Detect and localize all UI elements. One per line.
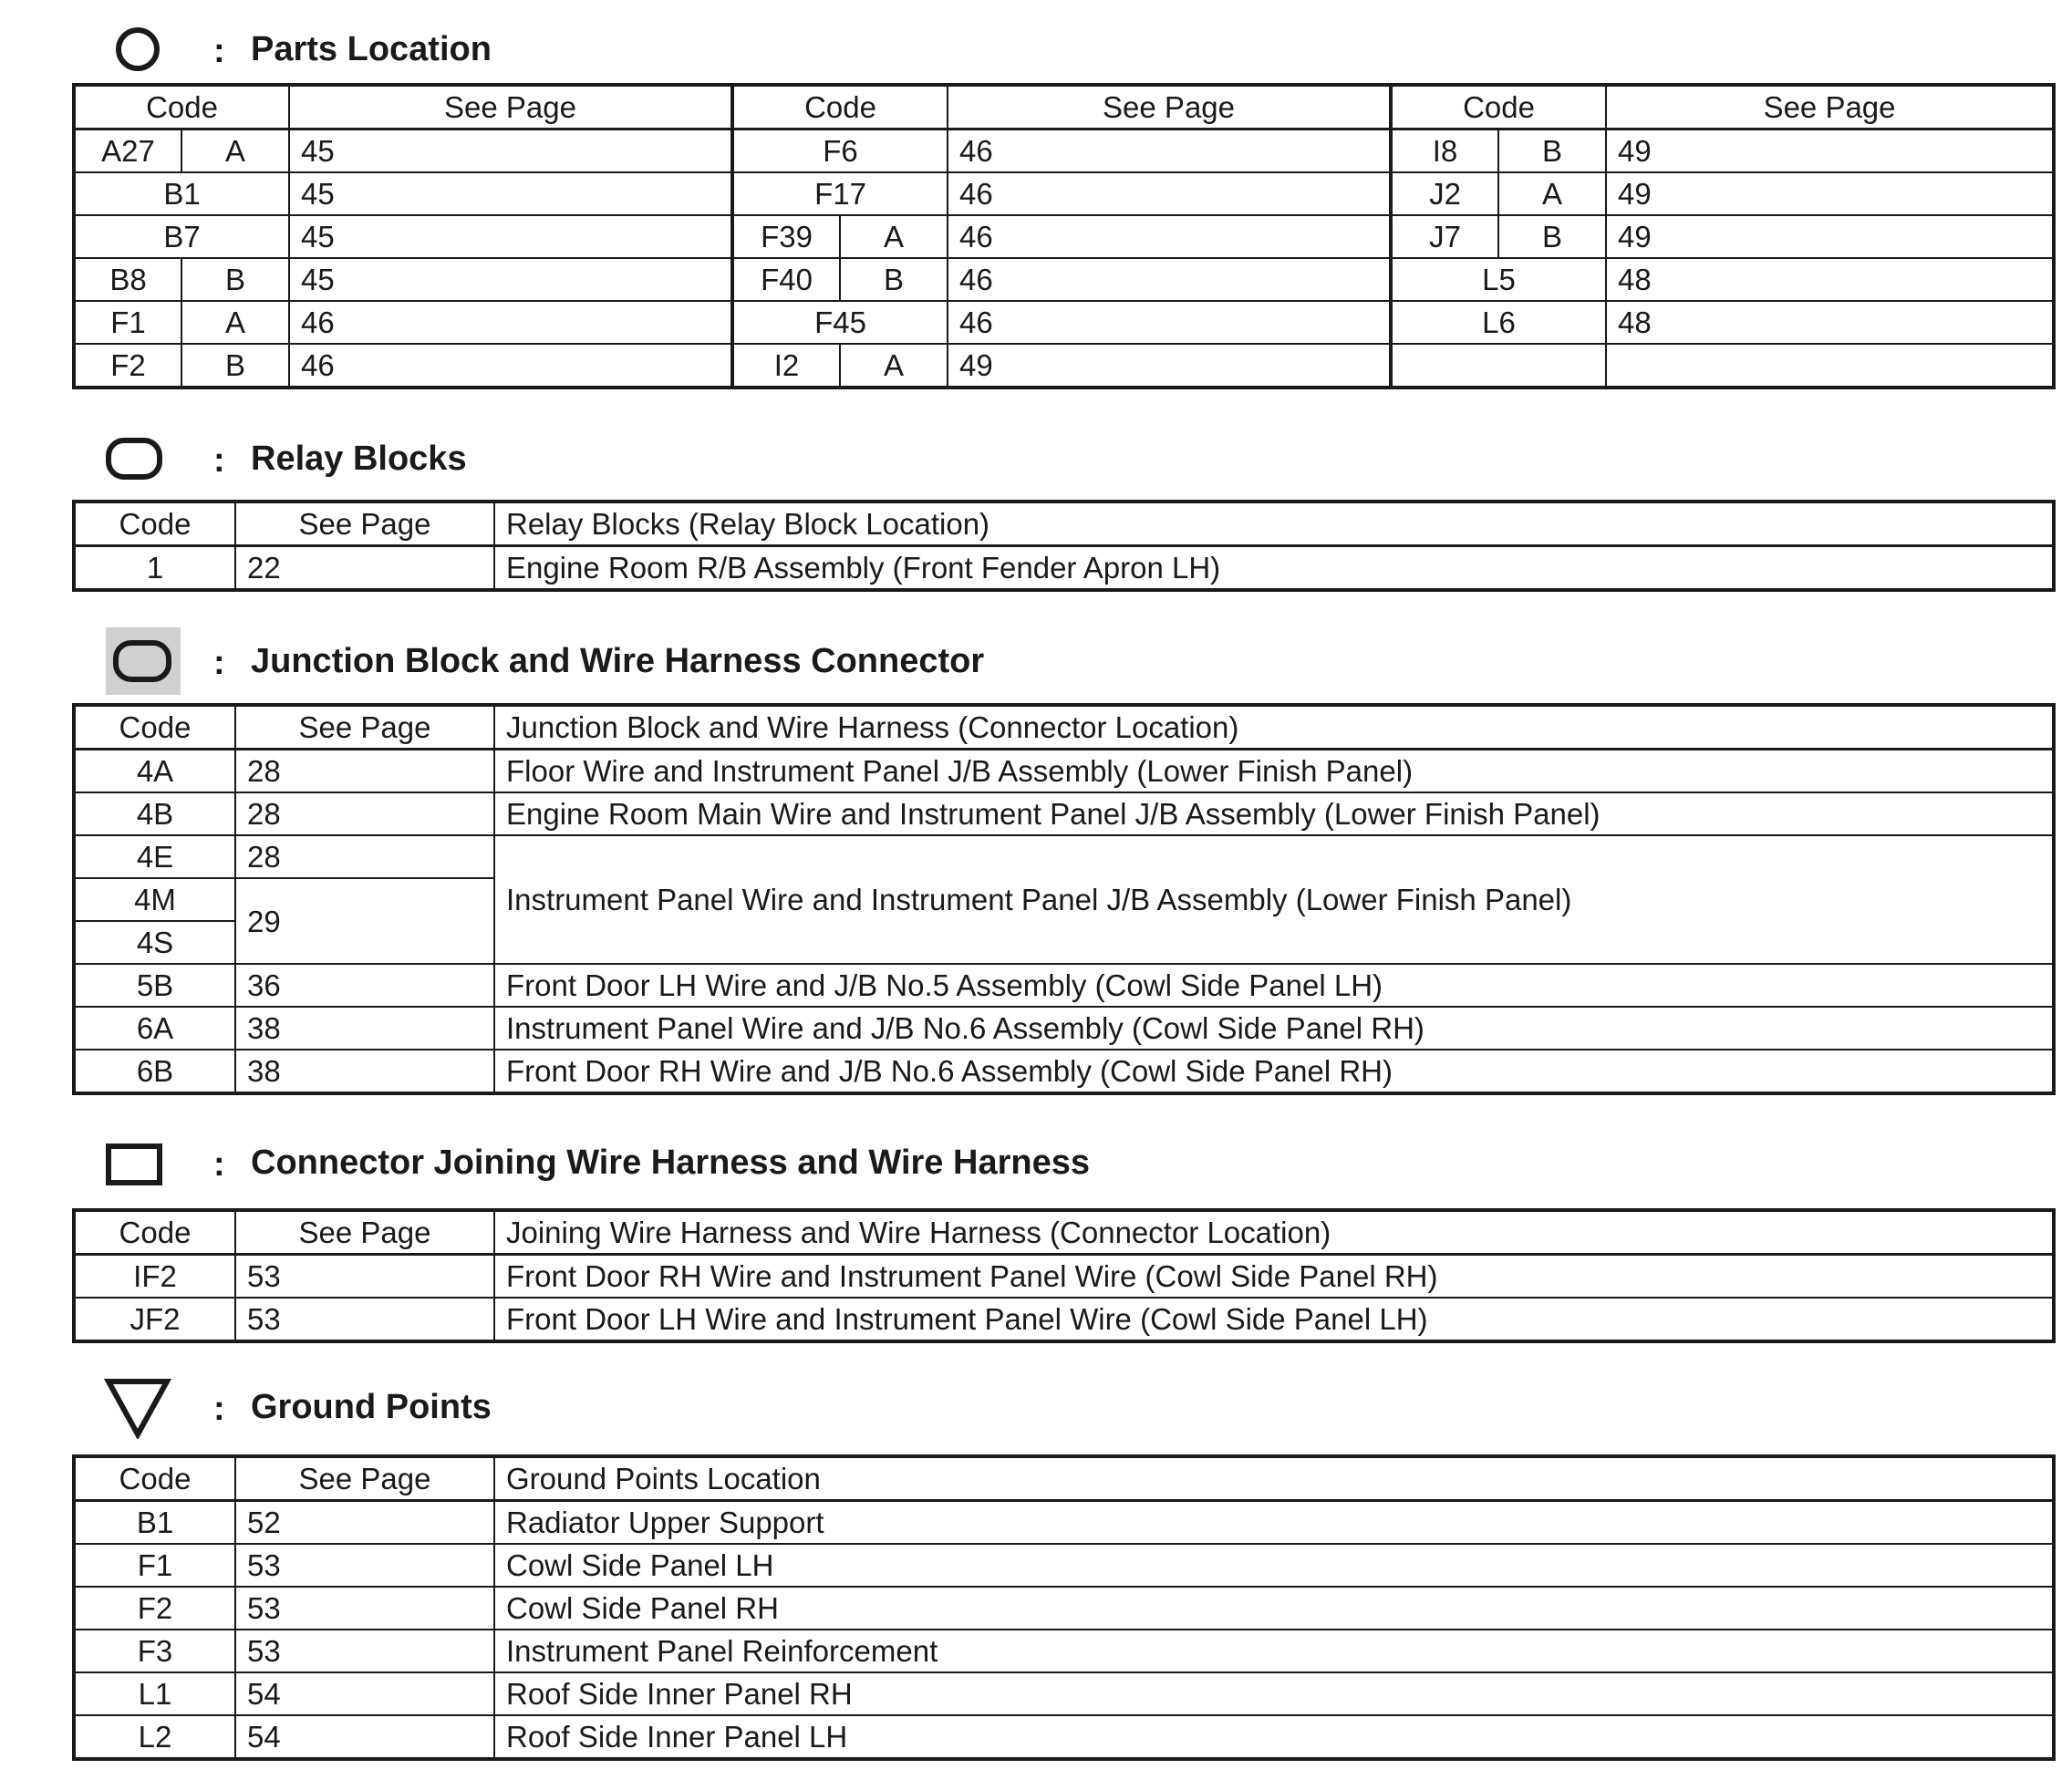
sub-code-cell: A <box>1498 172 1606 215</box>
code-cell: B7 <box>74 215 289 258</box>
description-cell: Engine Room Main Wire and Instrument Panel J/B Assembly (Lower Finish Panel) <box>494 792 2054 835</box>
page-cell: 54 <box>235 1672 494 1715</box>
sub-code-cell: B <box>1498 215 1606 258</box>
page-cell: 45 <box>289 129 732 173</box>
description-cell: Floor Wire and Instrument Panel J/B Assembly (Lower Finish Panel) <box>494 750 2054 793</box>
description-cell: Front Door LH Wire and J/B No.5 Assembly (Cowl Side Panel LH) <box>494 964 2054 1007</box>
description-cell: Front Door LH Wire and Instrument Panel Wire (Cowl Side Panel LH) <box>494 1298 2054 1341</box>
table-row <box>74 1298 2054 1341</box>
section-title: Ground Points <box>251 1388 492 1426</box>
column-header-code: Code <box>74 1456 235 1501</box>
table-row <box>74 1007 2054 1050</box>
page-cell: 36 <box>235 964 494 1007</box>
parts-location-header <box>0 18 2072 91</box>
section-title: Junction Block and Wire Harness Connector <box>251 642 985 680</box>
column-header-code: Code <box>74 705 235 750</box>
triangle-symbol-icon <box>104 1377 171 1439</box>
page-cell: 52 <box>235 1501 494 1545</box>
page-cell: 22 <box>235 546 494 591</box>
code-cell: 1 <box>74 546 235 591</box>
page-cell: 46 <box>948 129 1391 173</box>
code-cell: 4A <box>74 750 235 793</box>
code-cell: JF2 <box>74 1298 235 1341</box>
code-cell: F1 <box>74 1544 235 1587</box>
page-cell: 28 <box>235 835 494 878</box>
table-row <box>74 129 2054 173</box>
table-row <box>74 1587 2054 1630</box>
code-cell: F1 <box>74 301 181 344</box>
code-cell: F45 <box>732 301 948 344</box>
ground-points-table <box>72 1454 2056 1761</box>
table-row <box>74 964 2054 1007</box>
page-cell: 45 <box>289 215 732 258</box>
page-cell: 38 <box>235 1050 494 1093</box>
table-row <box>74 301 2054 344</box>
column-header-code: Code <box>1391 85 1606 129</box>
page-cell: 45 <box>289 258 732 301</box>
section-title: Parts Location <box>251 30 492 68</box>
column-header-see-page: See Page <box>235 705 494 750</box>
sub-code-cell: A <box>181 129 289 173</box>
table-header-row <box>74 705 2054 750</box>
rounded-rectangle-symbol-icon <box>106 438 162 480</box>
table-row <box>74 546 2054 591</box>
column-header-see-page: See Page <box>1606 85 2054 129</box>
page-cell: 29 <box>235 878 494 964</box>
table-row <box>74 1501 2054 1545</box>
code-cell: 4B <box>74 792 235 835</box>
table-row <box>74 835 2054 878</box>
page-cell: 46 <box>948 172 1391 215</box>
page-cell: 53 <box>235 1255 494 1299</box>
code-cell: 6A <box>74 1007 235 1050</box>
sub-code-cell: B <box>181 258 289 301</box>
description-cell: Radiator Upper Support <box>494 1501 2054 1545</box>
section-colon: : <box>213 1390 225 1428</box>
table-header-row <box>74 85 2054 129</box>
page-cell: 45 <box>289 172 732 215</box>
page-cell: 28 <box>235 792 494 835</box>
relay-blocks-header <box>0 427 2072 500</box>
description-cell: Cowl Side Panel RH <box>494 1587 2054 1630</box>
table-row <box>74 172 2054 215</box>
table-row <box>74 215 2054 258</box>
page-cell <box>1606 344 2054 388</box>
code-cell: B8 <box>74 258 181 301</box>
page-cell: 54 <box>235 1715 494 1759</box>
column-header-description: Junction Block and Wire Harness (Connector Location) <box>494 705 2054 750</box>
description-cell: Front Door RH Wire and Instrument Panel Wire (Cowl Side Panel RH) <box>494 1255 2054 1299</box>
column-header-description: Relay Blocks (Relay Block Location) <box>494 502 2054 546</box>
sub-code-cell: A <box>840 344 948 388</box>
column-header-code: Code <box>74 85 289 129</box>
code-cell: F2 <box>74 344 181 388</box>
junction-block-header <box>0 627 2072 700</box>
code-cell: L1 <box>74 1672 235 1715</box>
column-header-description: Joining Wire Harness and Wire Harness (Connector Location) <box>494 1210 2054 1255</box>
description-cell: Front Door RH Wire and J/B No.6 Assembly (Cowl Side Panel RH) <box>494 1050 2054 1093</box>
code-cell <box>1391 344 1606 388</box>
code-cell: B1 <box>74 172 289 215</box>
code-cell: B1 <box>74 1501 235 1545</box>
code-cell: I2 <box>732 344 840 388</box>
sub-code-cell: B <box>840 258 948 301</box>
connector-joining-header <box>0 1134 2072 1207</box>
page-cell: 38 <box>235 1007 494 1050</box>
sub-code-cell: B <box>181 344 289 388</box>
code-cell: 4M <box>74 878 235 921</box>
page-cell: 53 <box>235 1630 494 1672</box>
table-row <box>74 344 2054 388</box>
section-colon: : <box>213 644 225 682</box>
table-row <box>74 1630 2054 1672</box>
code-cell: 5B <box>74 964 235 1007</box>
description-cell: Instrument Panel Wire and J/B No.6 Assembly (Cowl Side Panel RH) <box>494 1007 2054 1050</box>
table-row <box>74 258 2054 301</box>
sub-code-cell: A <box>840 215 948 258</box>
circle-symbol-icon <box>116 27 160 71</box>
code-cell: F3 <box>74 1630 235 1672</box>
code-cell: 6B <box>74 1050 235 1093</box>
description-cell: Cowl Side Panel LH <box>494 1544 2054 1587</box>
table-row <box>74 792 2054 835</box>
ground-points-header <box>0 1377 2072 1450</box>
description-cell: Instrument Panel Reinforcement <box>494 1630 2054 1672</box>
rounded-rectangle-symbol-icon <box>113 640 171 682</box>
column-header-see-page: See Page <box>235 502 494 546</box>
column-header-see-page: See Page <box>948 85 1391 129</box>
relay-blocks-table <box>72 500 2056 592</box>
table-row <box>74 1672 2054 1715</box>
page-cell: 46 <box>948 215 1391 258</box>
code-cell: A27 <box>74 129 181 173</box>
code-cell: L2 <box>74 1715 235 1759</box>
code-cell: L5 <box>1391 258 1606 301</box>
page-cell: 48 <box>1606 301 2054 344</box>
description-cell: Roof Side Inner Panel LH <box>494 1715 2054 1759</box>
code-cell: J2 <box>1391 172 1498 215</box>
section-colon: : <box>213 1145 225 1184</box>
sub-code-cell: A <box>181 301 289 344</box>
code-cell: IF2 <box>74 1255 235 1299</box>
table-header-row <box>74 1210 2054 1255</box>
rectangle-symbol-icon <box>106 1144 162 1185</box>
code-cell: F39 <box>732 215 840 258</box>
table-row <box>74 750 2054 793</box>
page-cell: 53 <box>235 1298 494 1341</box>
page-cell: 53 <box>235 1587 494 1630</box>
section-colon: : <box>213 441 225 480</box>
connector-joining-table <box>72 1208 2056 1343</box>
table-header-row <box>74 502 2054 546</box>
column-header-code: Code <box>732 85 948 129</box>
page-cell: 48 <box>1606 258 2054 301</box>
table-row <box>74 1255 2054 1299</box>
code-cell: F40 <box>732 258 840 301</box>
section-title: Relay Blocks <box>251 440 467 478</box>
code-cell: 4E <box>74 835 235 878</box>
code-cell: J7 <box>1391 215 1498 258</box>
page-cell: 46 <box>289 301 732 344</box>
table-header-row <box>74 1456 2054 1501</box>
description-cell: Engine Room R/B Assembly (Front Fender Apron LH) <box>494 546 2054 591</box>
code-cell: L6 <box>1391 301 1606 344</box>
sub-code-cell: B <box>1498 129 1606 173</box>
page-cell: 49 <box>948 344 1391 388</box>
code-cell: I8 <box>1391 129 1498 173</box>
description-cell: Instrument Panel Wire and Instrument Panel J/B Assembly (Lower Finish Panel) <box>494 835 2054 964</box>
column-header-see-page: See Page <box>235 1456 494 1501</box>
column-header-code: Code <box>74 1210 235 1255</box>
column-header-code: Code <box>74 502 235 546</box>
table-row <box>74 1715 2054 1759</box>
page-cell: 28 <box>235 750 494 793</box>
page-cell: 53 <box>235 1544 494 1587</box>
table-row <box>74 1544 2054 1587</box>
page-cell: 46 <box>289 344 732 388</box>
page-cell: 49 <box>1606 172 2054 215</box>
code-cell: 4S <box>74 921 235 964</box>
column-header-see-page: See Page <box>289 85 732 129</box>
section-title: Connector Joining Wire Harness and Wire Harness <box>251 1144 1090 1182</box>
code-cell: F2 <box>74 1587 235 1630</box>
parts-location-table <box>72 83 2056 389</box>
code-cell: F6 <box>732 129 948 173</box>
junction-block-table <box>72 703 2056 1095</box>
page-cell: 49 <box>1606 215 2054 258</box>
column-header-see-page: See Page <box>235 1210 494 1255</box>
code-cell: F17 <box>732 172 948 215</box>
table-row <box>74 1050 2054 1093</box>
page-cell: 46 <box>948 258 1391 301</box>
column-header-description: Ground Points Location <box>494 1456 2054 1501</box>
page-cell: 46 <box>948 301 1391 344</box>
page-cell: 49 <box>1606 129 2054 173</box>
description-cell: Roof Side Inner Panel RH <box>494 1672 2054 1715</box>
section-colon: : <box>213 32 225 70</box>
